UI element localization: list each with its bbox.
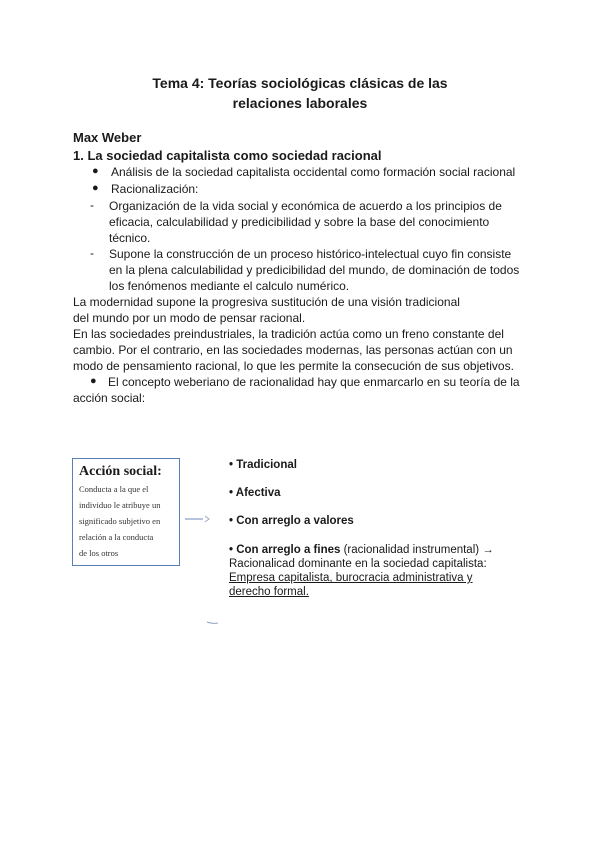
box-line-2: individuo le atribuye un	[79, 500, 161, 510]
dash-marker: -	[90, 246, 94, 260]
box-line-3: significado subjetivo en	[79, 516, 161, 526]
type-fines-line-4: derecho formal.	[229, 586, 309, 598]
bullet-item-1: Análisis de la sociedad capitalista occidental como formación social racional	[111, 165, 516, 179]
section-heading: 1. La sociedad capitalista como sociedad racional	[73, 148, 382, 163]
accion-social-box	[72, 458, 180, 566]
type-valores: • Con arreglo a valores	[229, 515, 354, 527]
type-afectiva: • Afectiva	[229, 487, 281, 499]
type-tradicional: • Tradicional	[229, 459, 297, 471]
paragraph-2-line-3: modo de pensamiento racional, lo que les permite la consecución de sus objetivos.	[73, 359, 514, 373]
bullet-item-3-line-1: El concepto weberiano de racionalidad hay que enmarcarlo en su teoría de la	[108, 375, 520, 389]
paragraph-2-line-2: cambio. Por el contrario, en las sociedades modernas, las personas actúan con un	[73, 343, 513, 357]
box-line-4: relación a la conducta	[79, 532, 154, 542]
dash-item-1-line-1: Organización de la vida social y económica de acuerdo a los principios de	[109, 199, 502, 213]
paragraph-2-line-1: En las sociedades preindustriales, la tradición actúa como un freno constante del	[73, 327, 504, 341]
author-heading: Max Weber	[73, 130, 142, 145]
dash-marker: -	[90, 198, 94, 212]
type-fines-line-2: Racionalicad dominante en la sociedad capitalista:	[229, 558, 487, 570]
dash-item-1-line-2: eficacia, calculabilidad y predicibilidad y sobre la base del conocimiento	[109, 215, 490, 229]
dash-item-2-line-1: Supone la construcción de un proceso histórico-intelectual cuyo fin consiste	[109, 247, 512, 261]
bullet-item-2: Racionalización:	[111, 182, 199, 196]
box-title: Acción social:	[79, 464, 162, 479]
bullet-item-3-line-2: acción social:	[73, 391, 146, 405]
paragraph-1-line-2: del mundo por un modo de pensar racional.	[73, 311, 306, 325]
dash-item-2-line-3: los fenómenos mediante el calculo numérico.	[109, 279, 350, 293]
stray-mark-icon	[206, 619, 220, 627]
type-fines-label: • Con arreglo a fines	[229, 544, 341, 556]
box-line-5: de los otros	[79, 548, 119, 558]
bullet-marker: ●	[92, 182, 99, 194]
type-fines-line-1	[229, 543, 494, 557]
type-fines-note: (racionalidad instrumental) →	[340, 544, 494, 556]
paragraph-1-line-1: La modernidad supone la progresiva sustitución de una visión tradicional	[73, 295, 460, 309]
bullet-marker: ●	[92, 165, 99, 177]
dash-item-2-line-2: en la plena calculabilidad y predicibilidad del mundo, de dominación de todos	[109, 263, 520, 277]
dash-item-1-line-3: técnico.	[109, 231, 151, 245]
page-title-line-1: Tema 4: Teorías sociológicas clásicas de las	[152, 75, 448, 91]
type-fines-line-3: Empresa capitalista, burocracia administrativa y	[229, 572, 473, 584]
bullet-marker: ●	[90, 375, 97, 387]
connector-arrow-icon	[183, 512, 213, 524]
box-line-1: Conducta a la que el	[79, 484, 149, 494]
page-title-line-2: relaciones laborales	[232, 95, 368, 111]
